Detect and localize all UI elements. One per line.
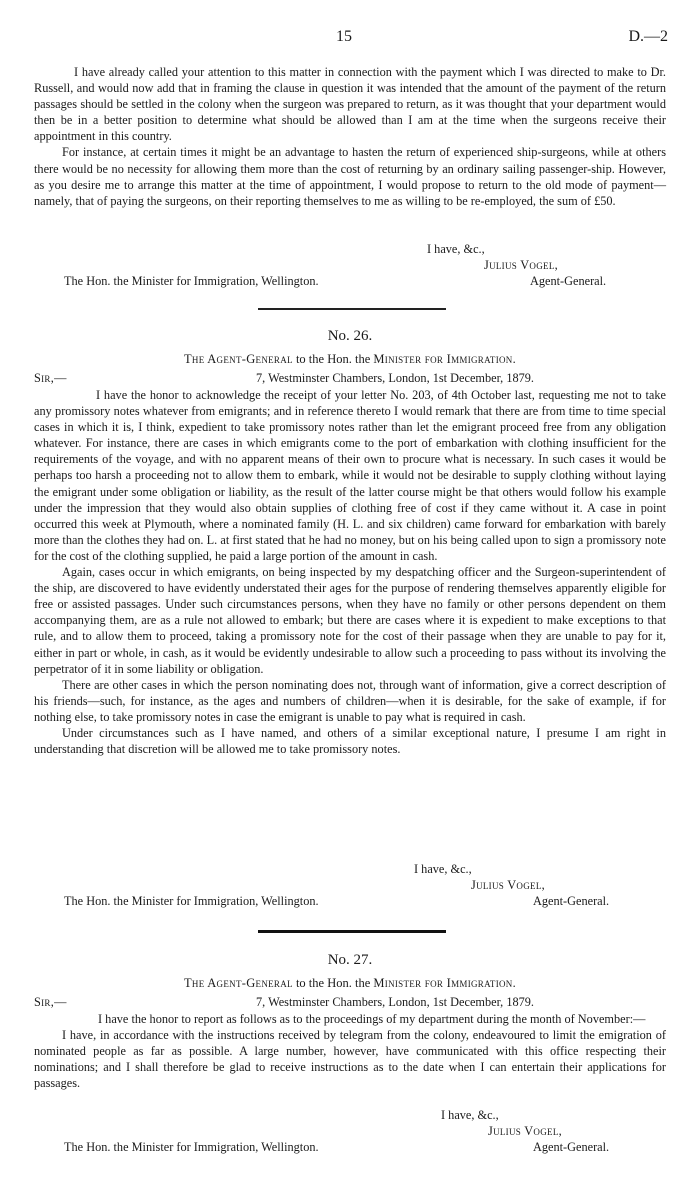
letter-heading: The Agent-General to the Hon. the Minister for Immigration. <box>183 352 517 366</box>
paragraph: I have, in accordance with the instructions received by telegram from the colony, endeavoured to limit the emigration of nominated people as far as possible. A large number, however, have communicated with this office respecting their nominations; and I shall therefore be glad to receive instructions as to the date when I can entertain their applications for passages. <box>34 1028 666 1091</box>
page-number: 15 <box>336 28 352 45</box>
section-divider <box>258 308 446 310</box>
closing: I have, &c., <box>427 242 485 256</box>
letter-heading: The Agent-General to the Hon. the Minister for Immigration. <box>183 976 517 990</box>
closing: I have, &c., <box>441 1108 499 1122</box>
salutation: Sir,— <box>34 371 67 385</box>
paragraph: There are other cases in which the person nominating does not, through want of information, give a correct description of his friends—such, for instance, as the ages and numbers of children—when it is desirable, for the sake of example, if for nothing else, to take promissory notes in case the emigrant is unable to pay what is required in cash. <box>34 677 666 724</box>
addressee: The Hon. the Minister for Immigration, Wellington. <box>64 1140 319 1154</box>
signature: Julius Vogel, <box>471 878 545 892</box>
paragraph: I have the honor to report as follows as to the proceedings of my department during the month of November:— <box>98 1012 646 1026</box>
paragraph: Again, cases occur in which emigrants, on being inspected by my despatching officer and the Surgeon-superintendent of the ship, are discovered to have evidently understated their ages for the purpose of rendering themselves apparently eligible for free or assisted passages. Under such circumstances persons, when they have no family or other persons dependent on them accompanying them, are as a rule not allowed to embark; but there are cases where it is expedient to make exceptions to that rule, and to allow them to proceed, taking a promissory note for the cost of their passage when they are unable to pay for it, either in part or whole, in cash, as it would be evidently undesirable to allow such a proceeding to pass without its involving the perpetrator of it in some liability or obligation. <box>34 565 666 676</box>
page-header <box>0 28 700 48</box>
letter-number: No. 26. <box>327 328 373 344</box>
signatory-title: Agent-General. <box>533 894 610 908</box>
paragraph: I have the honor to acknowledge the receipt of your letter No. 203, of 4th October last, requesting me not to take any promissory notes whatever from emigrants; and in reference thereto I would remark that there are from time to time special cases in which it is, I think, expedient to take promissory notes rather than let the emigrant proceed free from any obligation whatever. For instance, there are cases in which emigrants come to the port of embarkation with clothing insufficient for the requirements of the voyage, and with no apparent means of their own to procure what is necessary. In such cases it would be perhaps too harsh a proceeding not to allow them to embark, while it would not be desirable to supply clothing without laying the emigrant under some obligation or liability, as the result of the latter course might be that others would follow his example under the impression that they would also obtain supplies of clothing free of cost if they came without it. A case in point occurred this week at Plymouth, where a nominated family (H. L. and six children) came forward for embarkation with barely more than the clothes they had on. L. at first stated that he had no money, but on his being called upon to sign a promissory note for the cost of the clothing supplied, he paid a large portion of the amount in cash. <box>34 388 666 563</box>
paragraph: Under circumstances such as I have named, and others of a similar exceptional nature, I presume I am right in understanding that discretion will be allowed me to take promissory notes. <box>34 725 666 757</box>
letter-number: No. 27. <box>327 952 373 968</box>
paragraph: I have already called your attention to this matter in connection with the payment which I was directed to make to Dr. Russell, and would now add that in framing the clause in question it was intended that the amount of the payment of the return passages should be settled in the colony when the surgeon was prepared to return, as it was thought that your department would then be in a better position to determine what should be allowed than I am at the time when the surgeons receive their appointment in this country. <box>34 65 666 144</box>
paragraph: For instance, at certain times it might be an advantage to hasten the return of experienced ship-surgeons, while at others there would be no necessity for allowing them more than the cost of returning by an ordinary sailing passenger-ship. However, as you desire me to arrange this matter at the time of appointment, I would propose to return to the old mode of payment—namely, that of paying the surgeons, on their reporting themselves to me as willing to be re-employed, the sum of £50. <box>34 145 666 208</box>
signatory-title: Agent-General. <box>533 1140 610 1154</box>
letter-25-body <box>34 64 666 209</box>
signature: Julius Vogel, <box>484 258 558 272</box>
letter-26-body <box>34 387 666 757</box>
signature: Julius Vogel, <box>488 1124 562 1138</box>
letter-27-body <box>34 1011 666 1091</box>
salutation: Sir,— <box>34 995 67 1009</box>
closing: I have, &c., <box>414 862 472 876</box>
section-divider <box>258 930 446 933</box>
addressee: The Hon. the Minister for Immigration, Wellington. <box>64 274 319 288</box>
signatory-title: Agent-General. <box>530 274 607 288</box>
sender-address: 7, Westminster Chambers, London, 1st December, 1879. <box>256 995 534 1009</box>
document-reference: D.—2 <box>628 28 668 45</box>
sender-address: 7, Westminster Chambers, London, 1st December, 1879. <box>256 371 534 385</box>
addressee: The Hon. the Minister for Immigration, Wellington. <box>64 894 319 908</box>
